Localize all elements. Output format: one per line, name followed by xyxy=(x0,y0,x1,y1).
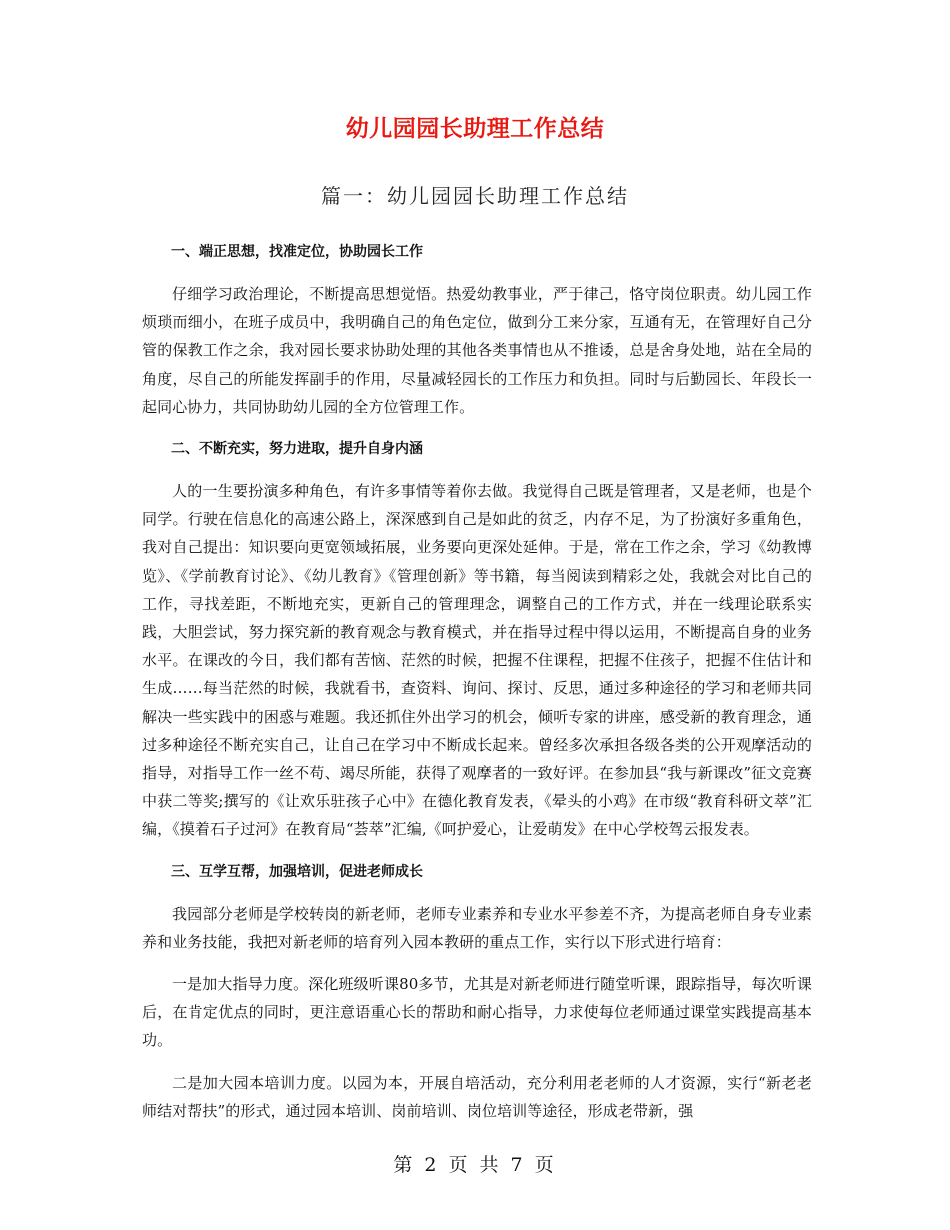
section-3-paragraph-2: 一是加大指导力度。深化班级听课80多节，尤其是对新老师进行随堂听课，跟踪指导，每次听课后，在肯定优点的同时，更注意语重心长的帮助和耐心指导，力求使每位老师通过课堂实践提高基本功。 xyxy=(142,975,812,1050)
document-title: 幼儿园园长助理工作总结 xyxy=(345,116,605,142)
section-heading-1: 一、端正思想，找准定位，协助园长工作 xyxy=(171,244,423,260)
section-2-paragraph-1: 人的一生要扮演多种角色，有许多事情等着你去做。我觉得自己既是管理者，又是老师，也是个同学。行驶在信息化的高速公路上，深深感到自己是如此的贫乏，内存不足，为了扮演好多重角色，我对自己提出：知识要向更宽领域拓展，业务要向更深处延伸。于是，常在工作之余，学习《幼教博览》、《学前教育讨论》、《幼儿教育》《管理创新》等书籍，每当阅读到精彩之处，我就会对比自己的工作，寻找差距，不断地充实，更新自己的管理理念，调整自己的工作方式，并在一线理论联系实践，大胆尝试，努力探究新的教育观念与教育模式，并在指导过程中得以运用，不断提高自身的业务水平。在课改的今日，我们都有苦恼、茫然的时候，把握不住课程，把握不住孩子，把握不住估计和生成……每当茫然的时候，我就看书，查资料、询问、探讨、反思，通过多种途径的学习和老师共同解决一些实践中的困惑与难题。我还抓住外出学习的机会，倾听专家的讲座，感受新的教育理念，通过多种途径不断充实自己，让自己在学习中不断成长起来。曾经多次承担各级各类的公开观摩活动的指导，对指导工作一丝不苟、竭尽所能，获得了观摩者的一致好评。在参加县“我与新课改”征文竞赛中获二等奖;撰写的《让欢乐驻孩子心中》在德化教育发表，《晕头的小鸡》在市级“教育科研文萃”汇编，《摸着石子过河》在教育局“荟萃”汇编,《呵护爱心，让爱萌发》在中心学校驾云报发表。 xyxy=(142,482,812,839)
document-body xyxy=(142,238,812,1139)
section-heading-3: 三、互学互帮，加强培训，促进老师成长 xyxy=(171,863,423,880)
page-number-footer: 第 2 页 共 7 页 xyxy=(393,1154,557,1176)
section-1-paragraph-1: 仔细学习政治理论，不断提高思想觉悟。热爱幼教事业，严于律己，恪守岗位职责。幼儿园工作烦琐而细小，在班子成员中，我明确自己的角色定位，做到分工来分家，互通有无，在管理好自己分管的保教工作之余，我对园长要求协助处理的其他各类事情也从不推诿，总是舍身处地，站在全局的角度，尽自己的所能发挥副手的作用，尽量减轻园长的工作压力和负担。同时与后勤园长、年段长一起同心协力，共同协助幼儿园的全方位管理工作。 xyxy=(142,285,812,416)
document-subtitle: 篇一：幼儿园园长助理工作总结 xyxy=(321,184,629,208)
section-3-paragraph-3: 二是加大园本培训力度。以园为本，开展自培活动，充分利用老老师的人才资源，实行“新老老师结对帮扶”的形式，通过园本培训、岗前培训、岗位培训等途径，形成老带新，强 xyxy=(142,1073,812,1120)
section-heading-2: 二、不断充实，努力进取，提升自身内涵 xyxy=(171,441,423,458)
section-3-paragraph-1: 我园部分老师是学校转岗的新老师，老师专业素养和专业水平参差不齐，为提高老师自身专业素养和业务技能，我把对新老师的培育列入园本教研的重点工作，实行以下形式进行培育： xyxy=(142,904,812,951)
